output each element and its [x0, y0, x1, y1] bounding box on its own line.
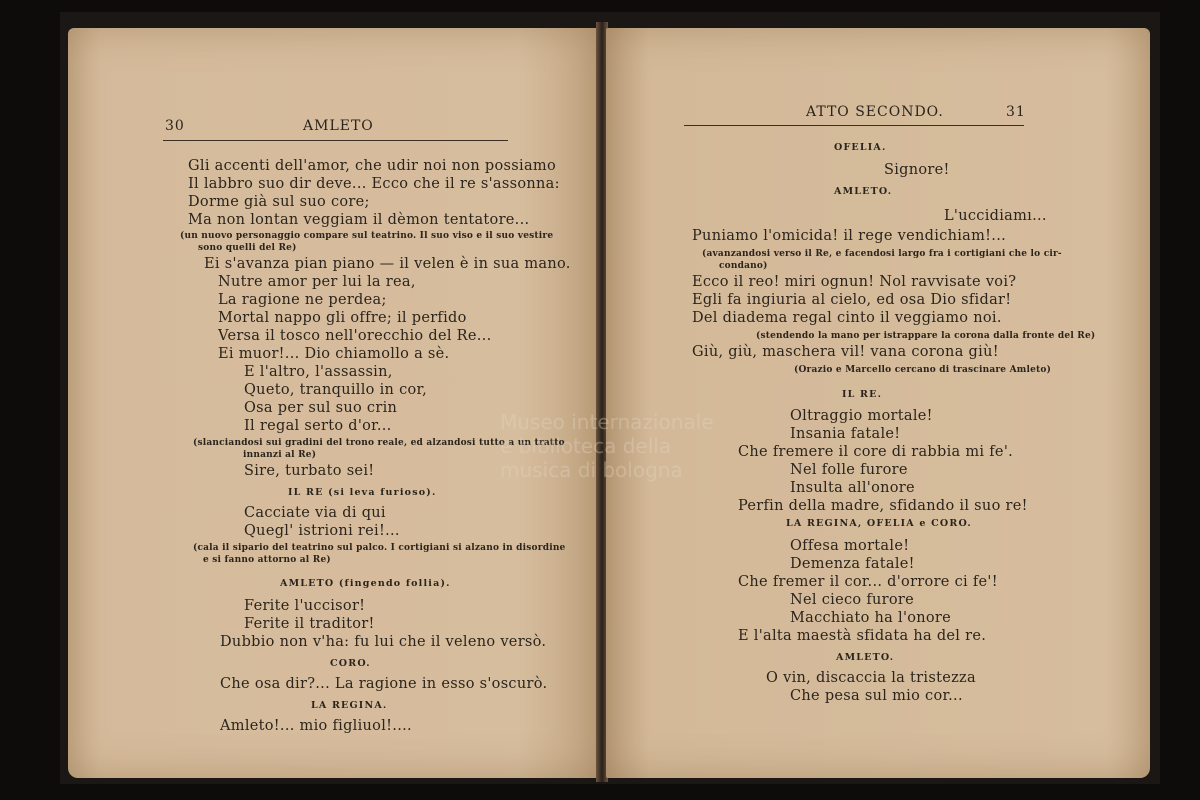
- stage-direction: innanzi al Re): [243, 450, 317, 460]
- stage-direction: (cala il sipario del teatrino sul palco. I cortigiani si alzano in disordine: [193, 543, 566, 553]
- verse-line: Ferite il traditor!: [244, 616, 375, 632]
- stage-direction: (stendendo la mano per istrappare la corona dalla fronte del Re): [756, 331, 1096, 341]
- right-page: [606, 28, 1150, 778]
- verse-line: Insania fatale!: [790, 426, 901, 442]
- verse-line: La ragione ne perdea;: [218, 292, 387, 308]
- speaker-name: AMLETO (fingendo follia).: [280, 578, 451, 589]
- verse-line: Nutre amor per lui la rea,: [218, 274, 416, 290]
- stage-direction: e si fanno attorno al Re): [203, 555, 331, 565]
- verse-line: Dorme già sul suo core;: [188, 194, 370, 210]
- running-header: ATTO SECONDO.: [806, 104, 944, 120]
- verse-line: Ecco il reo! miri ognun! Nol ravvisate voi?: [692, 274, 1017, 290]
- verse-line: Amleto!... mio figliuol!....: [220, 718, 412, 734]
- verse-line: Il labbro suo dir deve... Ecco che il re s'assonna:: [188, 176, 560, 192]
- verse-line: Del diadema regal cinto il veggiamo noi.: [692, 310, 1002, 326]
- verse-line: Oltraggio mortale!: [790, 408, 933, 424]
- verse-line: E l'altro, l'assassin,: [244, 364, 393, 380]
- verse-line: Gli accenti dell'amor, che udir noi non possiamo: [188, 158, 556, 174]
- header-rule: [684, 125, 1024, 126]
- verse-line: Demenza fatale!: [790, 556, 915, 572]
- running-header: AMLETO: [303, 118, 374, 134]
- verse-line: Dubbio non v'ha: fu lui che il veleno versò.: [220, 634, 547, 650]
- speaker-name: OFELIA.: [834, 142, 887, 153]
- speaker-name: AMLETO.: [834, 186, 893, 197]
- verse-line: Insulta all'onore: [790, 480, 915, 496]
- verse-line: Signore!: [884, 162, 950, 178]
- verse-line: Sire, turbato sei!: [244, 463, 375, 479]
- verse-line: Nel cieco furore: [790, 592, 914, 608]
- stage-direction: (Orazio e Marcello cercano di trascinare Amleto): [794, 365, 1052, 375]
- page-number: 30: [165, 118, 185, 134]
- verse-line: Che fremer il cor... d'orrore ci fe'!: [738, 574, 998, 590]
- speaker-name: IL RE.: [842, 389, 883, 400]
- verse-line: Macchiato ha l'onore: [790, 610, 952, 626]
- verse-line: Quegl' istrioni rei!...: [244, 523, 400, 539]
- verse-line: Offesa mortale!: [790, 538, 910, 554]
- verse-line: Ferite l'uccisor!: [244, 598, 366, 614]
- verse-line: Cacciate via di qui: [244, 505, 386, 521]
- watermark-line: Museo internazionale: [500, 410, 714, 434]
- verse-line: Che fremere il core di rabbia mi fe'.: [738, 444, 1014, 460]
- stage-direction: sono quelli del Re): [198, 243, 297, 253]
- verse-line: O vin, discaccia la tristezza: [766, 670, 976, 686]
- page-number: 31: [1006, 104, 1026, 120]
- stage-direction: (un nuovo personaggio compare sul teatrino. Il suo viso e il suo vestire: [180, 231, 554, 241]
- verse-line: Ma non lontan veggiam il dèmon tentatore...: [188, 212, 530, 228]
- book-spread: [60, 12, 1160, 784]
- verse-line: Il regal serto d'or...: [244, 418, 392, 434]
- header-rule: [163, 140, 508, 141]
- verse-line: Puniamo l'omicida! il rege vendichiam!...: [692, 228, 1007, 244]
- verse-line: Che pesa sul mio cor...: [790, 688, 963, 704]
- verse-line: Versa il tosco nell'orecchio del Re...: [218, 328, 492, 344]
- verse-line: Che osa dir?... La ragione in esso s'oscurò.: [220, 676, 548, 692]
- verse-line: Mortal nappo gli offre; il perfido: [218, 310, 467, 326]
- stage-direction: (slanciandosi sui gradini del trono reale, ed alzandosi tutto a un tratto: [193, 438, 565, 448]
- speaker-name: IL RE (si leva furioso).: [288, 487, 437, 498]
- verse-line: Ei muor!... Dio chiamollo a sè.: [218, 346, 450, 362]
- verse-line: Queto, tranquillo in cor,: [244, 382, 428, 398]
- verse-line: L'uccidiamı...: [944, 208, 1047, 224]
- stage-direction: (avanzandosi verso il Re, e facendosi largo fra i cortigiani che lo cir-: [702, 249, 1062, 259]
- verse-line: Egli fa ingiuria al cielo, ed osa Dio sfidar!: [692, 292, 1012, 308]
- verse-line: Osa per sul suo crin: [244, 400, 398, 416]
- speaker-name: LA REGINA.: [311, 700, 388, 711]
- stage-direction: condano): [719, 261, 768, 271]
- watermark-line: e biblioteca della: [500, 434, 672, 458]
- verse-line: Nel folle furore: [790, 462, 908, 478]
- left-page: [68, 28, 598, 778]
- speaker-name: AMLETO.: [836, 652, 895, 663]
- verse-line: Ei s'avanza pian piano — il velen è in sua mano.: [204, 256, 571, 272]
- speaker-name: LA REGINA, OFELIA e CORO.: [786, 518, 972, 529]
- watermark-line: musica di bologna: [500, 458, 683, 482]
- verse-line: Perfin della madre, sfidando il suo re!: [738, 498, 1028, 514]
- speaker-name: CORO.: [330, 658, 371, 669]
- verse-line: Giù, giù, maschera vil! vana corona giù!: [692, 344, 999, 360]
- verse-line: E l'alta maestà sfidata ha del re.: [738, 628, 987, 644]
